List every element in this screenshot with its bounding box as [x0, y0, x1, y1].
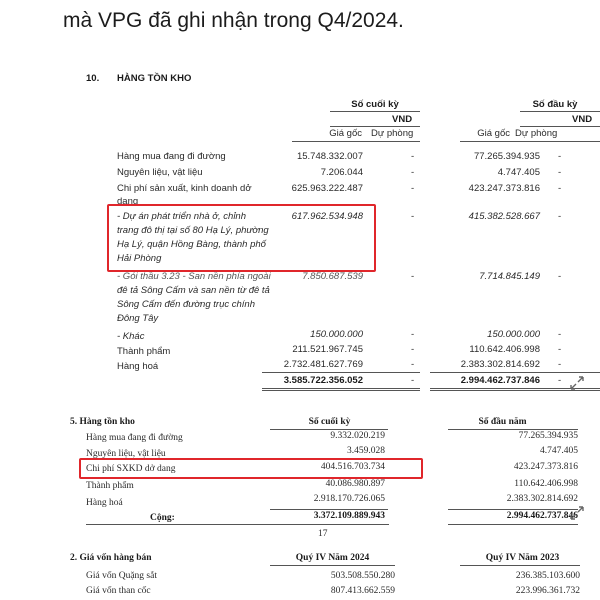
closing-value: 404.516.703.734 [320, 462, 385, 472]
row-label: - Dự án phát triển nhà ở, chỉnh [117, 211, 247, 222]
row-label: Hàng mua đang đi đường [117, 151, 226, 162]
row-label: - Gói thầu 3.23 - San nền phía ngoài [117, 271, 271, 282]
closing-value: 2.918.170.726.065 [313, 494, 385, 504]
closing-provision: - [411, 344, 415, 355]
opening-value: 4.747.405 [540, 446, 578, 456]
row-label: Chi phí SXKD dở dang [86, 464, 176, 474]
section-title: 2. Giá vốn hàng bán [70, 553, 152, 563]
page-number: 17 [318, 529, 328, 539]
row-label: Nguyên liệu, vật liệu [117, 167, 203, 178]
row-label: Chi phí sản xuất, kinh doanh dở [117, 183, 252, 194]
opening-header: Số đầu năm [478, 417, 527, 427]
opening-value: 423.247.373.816 [513, 462, 578, 472]
opening-provision: - [558, 183, 562, 194]
opening-value: 4.747.405 [497, 167, 540, 178]
opening-provision: - [558, 211, 562, 222]
row-label: Giá vốn Quặng sắt [86, 571, 157, 581]
closing-value: 150.000.000 [310, 329, 363, 340]
opening-value: 2.383.302.814.692 [506, 494, 578, 504]
row-label: Hàng mua đang đi đường [86, 433, 183, 443]
opening-value: 7.714.845.149 [479, 271, 540, 282]
closing-provision: - [411, 359, 415, 370]
row-label: Hàng hoá [117, 361, 159, 372]
opening-provision: - [558, 151, 562, 162]
closing-value: 617.962.534.948 [291, 211, 363, 222]
row-label: Hàng hoá [86, 498, 123, 508]
closing-total: 3.372.109.889.943 [313, 511, 385, 521]
closing-value: 3.459.028 [347, 446, 385, 456]
highlight-box [79, 458, 423, 479]
currency-label: VND [392, 114, 413, 125]
highlight-box [107, 204, 376, 272]
opening-value: 2.383.302.814.692 [460, 359, 540, 370]
row-label: Nguyên liệu, vật liệu [86, 449, 166, 459]
opening-total: 2.994.462.737.846 [460, 375, 540, 386]
closing-provision: - [411, 211, 415, 222]
article-text: mà VPG đã ghi nhận trong Q4/2024. [63, 9, 404, 32]
section-number: 10. [86, 73, 100, 84]
closing-header: Số cuối kỳ [351, 99, 399, 110]
opening-provision: - [558, 359, 562, 370]
row-label: dang [117, 196, 139, 207]
row-label: - Khác [117, 331, 145, 342]
total-label: Cộng: [150, 513, 175, 523]
row-label: Thành phẩm [86, 481, 134, 491]
section-title: HÀNG TỒN KHO [117, 73, 192, 84]
closing-provision: - [411, 183, 415, 194]
opening-value: 415.382.528.667 [468, 211, 540, 222]
opening-value: 77.265.394.935 [518, 431, 578, 441]
closing-value: 7.850.687.539 [302, 271, 363, 282]
opening-header: Số đầu kỳ [532, 99, 578, 110]
row-label: Hải Phòng [117, 253, 162, 264]
closing-value: 625.963.222.487 [291, 183, 363, 194]
expand-icon[interactable] [570, 376, 584, 390]
currency-label: VND [572, 114, 593, 125]
closing-value: 7.206.044 [320, 167, 363, 178]
closing-value: 211.521.967.745 [292, 344, 363, 355]
opening-provision: - [558, 329, 562, 340]
closing-header: Số cuối kỳ [308, 417, 351, 427]
opening-value: 150.000.000 [487, 329, 540, 340]
row-label: đê tả Sông Cấm và san nền từ đê tả [117, 285, 270, 296]
row-label: trang đô thị tại số 80 Hạ Lý, phường [117, 225, 269, 236]
closing-value: 15.748.332.007 [296, 151, 363, 162]
opening-provision: - [558, 271, 562, 282]
column-header-cost: Giá gốc [329, 128, 362, 139]
opening-total: 2.994.462.737.846 [506, 511, 578, 521]
closing-provision: - [411, 167, 415, 178]
opening-value: 110.642.406.998 [514, 479, 578, 489]
column-header-provision: Dự phòng [515, 128, 558, 139]
column-header-provision: Dự phòng [371, 128, 414, 139]
opening-value: 110.642.406.998 [469, 344, 540, 355]
closing-provision: - [411, 375, 415, 386]
closing-provision: - [411, 329, 415, 340]
opening-value: 423.247.373.816 [468, 183, 540, 194]
opening-value: 77.265.394.935 [473, 151, 540, 162]
row-label: Sông Cấm đến đường trục chính [117, 299, 255, 310]
value-2024: 807.413.662.559 [330, 586, 395, 596]
value-2023: 223.996.361.732 [515, 586, 580, 596]
closing-value: 40.086.980.897 [325, 479, 385, 489]
column-header: Quý IV Năm 2024 [295, 553, 370, 563]
column-header: Quý IV Năm 2023 [485, 553, 560, 563]
closing-provision: - [411, 151, 415, 162]
value-2023: 236.385.103.600 [515, 571, 580, 581]
row-label: Đông Tây [117, 313, 159, 324]
row-label: Thành phẩm [117, 346, 171, 357]
row-label: Hạ Lý, quận Hồng Bàng, thành phố [117, 239, 266, 250]
expand-icon[interactable] [570, 506, 584, 520]
closing-provision: - [411, 271, 415, 282]
column-header-cost: Giá gốc [477, 128, 510, 139]
value-2024: 503.508.550.280 [330, 571, 395, 581]
opening-provision: - [558, 344, 562, 355]
section-title: 5. Hàng tồn kho [70, 417, 135, 427]
closing-total: 3.585.722.356.052 [283, 375, 363, 386]
closing-value: 9.332.020.219 [330, 431, 385, 441]
closing-value: 2.732.481.627.769 [283, 359, 363, 370]
opening-provision: - [558, 167, 562, 178]
opening-provision: - [558, 375, 562, 386]
row-label: Giá vốn than cốc [86, 586, 151, 596]
